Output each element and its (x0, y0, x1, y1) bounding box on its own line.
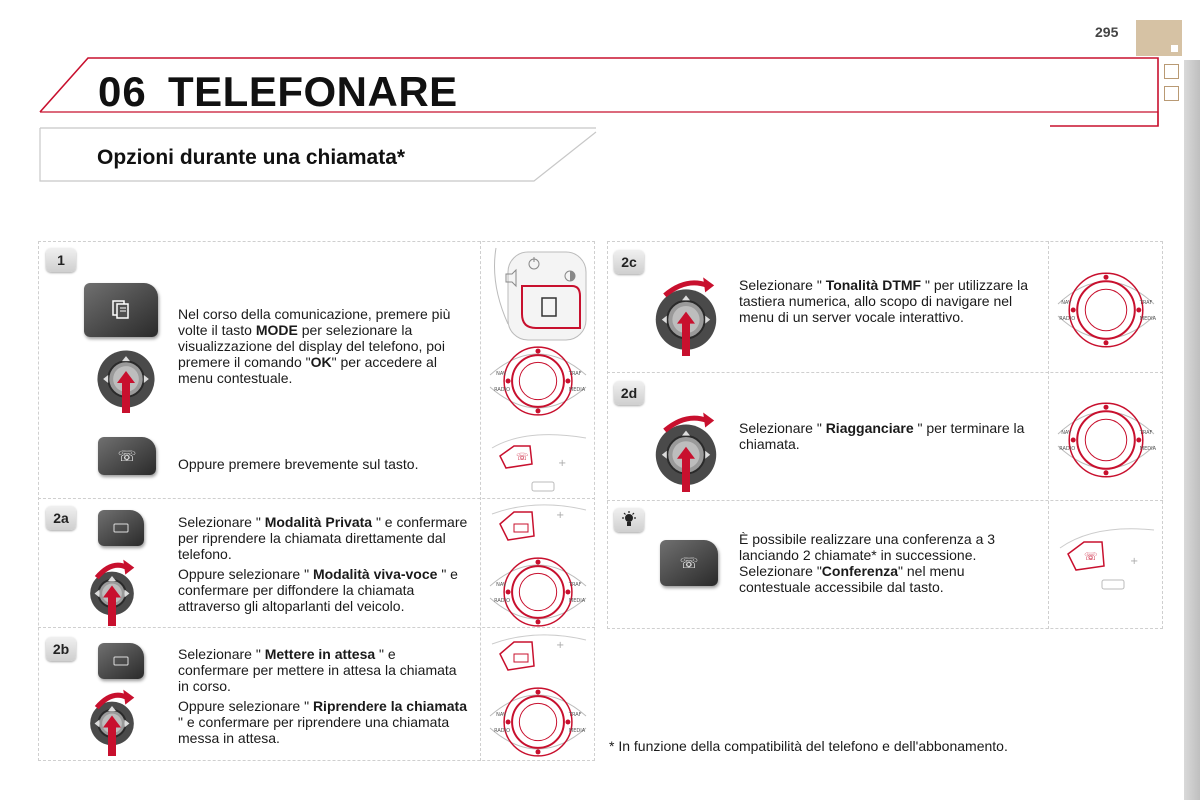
dial-label-nav: NAV (1061, 300, 1072, 306)
control-dial-thumbnail (486, 345, 590, 417)
phone-button-icon: ☏ (98, 437, 156, 475)
page-number: 295 (1095, 24, 1119, 40)
row-separator (607, 500, 1163, 501)
rotary-knob-icon (650, 262, 722, 358)
dial-label-media: MEDIA (568, 728, 586, 734)
step2d-text: Selezionare " Riagganciare " per terminare la chiamata. (739, 420, 1025, 452)
rotary-knob-icon (86, 686, 138, 758)
svg-text:+: + (558, 458, 567, 469)
dial-label-radio: RADIO (1059, 316, 1076, 322)
step-badge-2a: 2a (46, 506, 76, 530)
tip-text: È possibile realizzare una conferenza a 3 lanciando 2 chiamate* in successione. Selezionare "Conferenza" nel menu contestuale accessibile dal tasto. (739, 531, 996, 595)
phone-button-icon: ☏ (660, 540, 718, 586)
mode-button-icon (84, 283, 158, 337)
control-dial-thumbnail (1054, 270, 1158, 350)
svg-text:☏: ☏ (516, 452, 529, 463)
step-badge-2d: 2d (614, 381, 644, 405)
step-badge-1: 1 (46, 248, 76, 272)
steering-button-thumbnail (486, 502, 590, 554)
dial-label-nav: NAV (496, 371, 507, 377)
column-separator (480, 241, 481, 761)
control-dial-thumbnail (1054, 400, 1158, 480)
section-title: Opzioni durante una chiamata* (97, 146, 406, 169)
dial-label-radio: RADIO (1059, 446, 1076, 452)
svg-text:☏: ☏ (1084, 550, 1098, 563)
rotary-knob-icon (92, 340, 160, 415)
dial-label-radio: RADIO (494, 387, 511, 393)
dial-label-media: MEDIA (568, 598, 586, 604)
dial-label-traf: TRAF (1139, 300, 1153, 306)
dial-label-media: MEDIA (568, 387, 586, 393)
svg-text:+: + (556, 640, 565, 651)
dial-label-nav: NAV (496, 712, 507, 718)
steering-button-icon (98, 643, 144, 679)
step-badge-2c: 2c (614, 250, 644, 274)
steering-button-icon (98, 510, 144, 546)
chapter-title: TELEFONARE (168, 68, 458, 115)
step2b-alt-text: Oppure selezionare " Riprendere la chiamata " e confermare per riprendere una chiamata messa in attesa. (178, 698, 467, 746)
footnote: * In funzione della compatibilità del telefono e dell'abbonamento. (609, 738, 1008, 754)
control-dial-thumbnail (486, 686, 590, 758)
step1-alt-text: Oppure premere brevemente sul tasto. (178, 456, 419, 472)
steering-button-thumbnail (486, 428, 590, 496)
dial-label-traf: TRAF (568, 712, 582, 718)
chapter-number: 06 (98, 68, 147, 115)
dial-label-radio: RADIO (494, 728, 511, 734)
step2c-text: Selezionare " Tonalità DTMF " per utilizzare la tastiera numerica, allo scopo di navigare nel menu di un server vocale interattivo. (739, 277, 1028, 325)
svg-text:+: + (556, 510, 565, 521)
step-badge-2b: 2b (46, 637, 76, 661)
steering-button-thumbnail (1054, 518, 1158, 594)
step2a-alt-text: Oppure selezionare " Modalità viva-voce " e confermare per diffondere la chiamata attraverso gli altoparlanti del veicolo. (178, 566, 458, 614)
step2a-text: Selezionare " Modalità Privata " e confermare per riprendere la chiamata direttamente dal telefono. (178, 514, 468, 562)
svg-text:+: + (1130, 556, 1139, 567)
dial-label-nav: NAV (1061, 430, 1072, 436)
row-separator (38, 498, 595, 499)
dial-label-media: MEDIA (1139, 446, 1157, 452)
display-menu-thumbnail (486, 244, 590, 344)
lightbulb-icon (614, 508, 644, 532)
control-dial-thumbnail (486, 556, 590, 628)
rotary-knob-icon (650, 396, 722, 494)
step2b-text: Selezionare " Mettere in attesa " e confermare per mettere in attesa la chiamata in corso. (178, 646, 457, 694)
dial-label-radio: RADIO (494, 598, 511, 604)
rotary-knob-icon (86, 556, 138, 628)
dial-label-traf: TRAF (568, 371, 582, 377)
dial-label-media: MEDIA (1139, 316, 1157, 322)
step1-text: Nel corso della comunicazione, premere più volte il tasto MODE per selezionare la visualizzazione del display del telefono, poi premere il comando "OK" per accedere al menu contestuale. (178, 306, 451, 386)
row-separator (607, 372, 1163, 373)
dial-label-traf: TRAF (568, 582, 582, 588)
column-separator (1048, 241, 1049, 629)
dial-label-nav: NAV (496, 582, 507, 588)
steering-button-thumbnail (486, 632, 590, 684)
dial-label-traf: TRAF (1139, 430, 1153, 436)
